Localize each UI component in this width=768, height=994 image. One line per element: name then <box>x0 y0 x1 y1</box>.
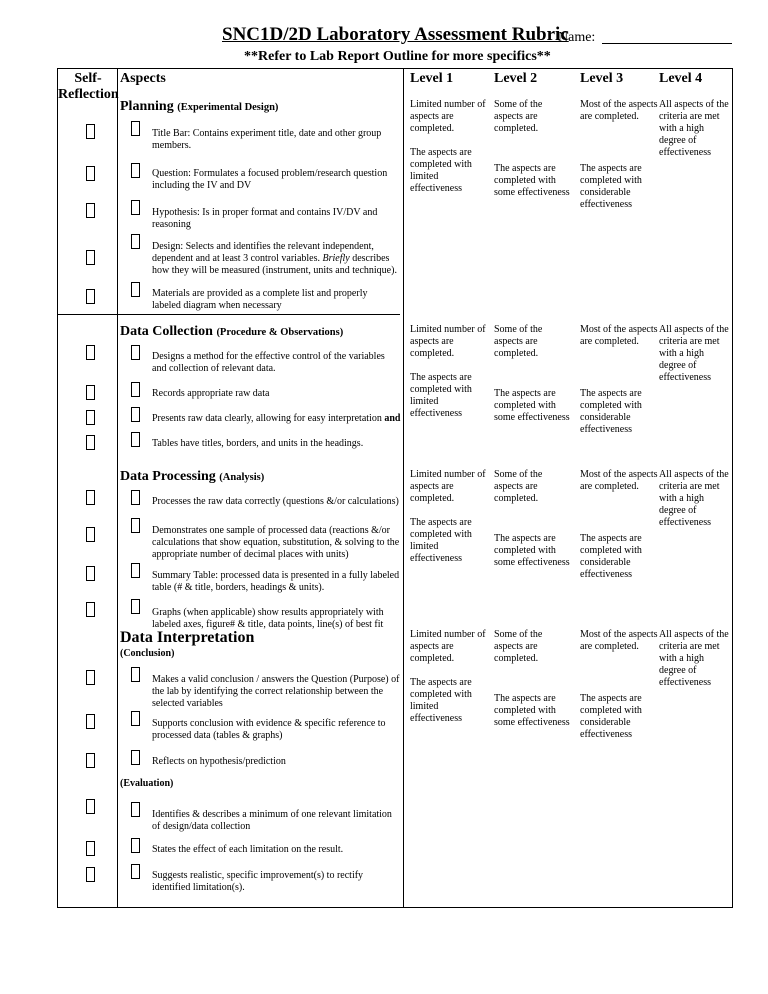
column-divider <box>403 69 404 907</box>
processing-level4: All aspects of the criteria are met with a high degree of effectiveness <box>659 469 729 528</box>
planning-level1-a: Limited number of aspects are completed. <box>410 99 486 134</box>
aspect-item: Hypothesis: Is in proper format and contains IV/DV and reasoning <box>152 207 378 230</box>
aspect-item: Identifies & describes a minimum of one relevant limitation of design/data collection <box>152 809 392 832</box>
collection-level2-b: The aspects are completed with some effectiveness <box>494 388 570 423</box>
aspect-item: Materials are provided as a complete list and properly labeled diagram when necessary <box>152 288 368 311</box>
planning-level4: All aspects of the criteria are met with a high degree of effectiveness <box>659 99 729 158</box>
aspect-checkbox[interactable] <box>131 599 140 614</box>
interpretation-level2-a: Some of the aspects are completed. <box>494 629 543 664</box>
self-reflection-checkbox[interactable] <box>86 566 95 581</box>
self-reflection-checkbox[interactable] <box>86 799 95 814</box>
processing-level2-b: The aspects are completed with some effectiveness <box>494 533 570 568</box>
collection-level3-b: The aspects are completed with considerable effectiveness <box>580 388 642 435</box>
self-reflection-checkbox[interactable] <box>86 670 95 685</box>
planning-level3-b: The aspects are completed with considerable effectiveness <box>580 163 642 210</box>
self-reflection-checkbox[interactable] <box>86 435 95 450</box>
self-reflection-checkbox[interactable] <box>86 203 95 218</box>
processing-level3-a: Most of the aspects are completed. <box>580 469 658 492</box>
section-title-text: Planning <box>120 99 174 114</box>
aspect-checkbox[interactable] <box>131 234 140 249</box>
aspect-checkbox[interactable] <box>131 407 140 422</box>
interpretation-level2-b: The aspects are completed with some effectiveness <box>494 693 570 728</box>
section-subtitle-text: (Procedure & Observations) <box>216 327 344 338</box>
evaluation-subheading: (Evaluation) <box>120 778 174 789</box>
aspect-item: Graphs (when applicable) show results appropriately with labeled axes, figure# & title, data points, line(s) of best fit <box>152 607 384 630</box>
section-subtitle-text: (Analysis) <box>219 472 265 483</box>
self-reflection-checkbox[interactable] <box>86 753 95 768</box>
section-divider <box>58 314 400 315</box>
aspect-checkbox[interactable] <box>131 802 140 817</box>
self-reflection-checkbox[interactable] <box>86 841 95 856</box>
self-reflection-checkbox[interactable] <box>86 602 95 617</box>
aspect-item: Reflects on hypothesis/prediction <box>152 756 286 767</box>
planning-level2-a: Some of the aspects are completed. <box>494 99 543 134</box>
section-subtitle-text: (Experimental Design) <box>177 102 279 113</box>
aspect-checkbox[interactable] <box>131 563 140 578</box>
level1-header: Level 1 <box>410 71 454 86</box>
aspect-checkbox[interactable] <box>131 864 140 879</box>
page-title: SNC1D/2D Laboratory Assessment Rubric <box>222 24 569 45</box>
aspect-checkbox[interactable] <box>131 711 140 726</box>
planning-level3-a: Most of the aspects are completed. <box>580 99 658 122</box>
name-label: Name: <box>558 30 596 45</box>
page-subtitle: **Refer to Lab Report Outline for more specifics** <box>244 49 551 64</box>
name-field[interactable] <box>602 43 732 44</box>
aspect-checkbox[interactable] <box>131 382 140 397</box>
conclusion-subheading: (Conclusion) <box>120 648 175 659</box>
section-title-text: Data Processing <box>120 469 216 484</box>
interpretation-level1-b: The aspects are completed with limited effectiveness <box>410 677 472 724</box>
aspect-checkbox[interactable] <box>131 667 140 682</box>
aspect-item: Demonstrates one sample of processed data (reactions &/or calculations that show equation, substitution, & solving to the appropriate number of decimal places with units) <box>152 525 400 560</box>
self-reflection-header: Self-Reflection <box>58 71 119 102</box>
processing-level3-b: The aspects are completed with considerable effectiveness <box>580 533 642 580</box>
aspect-checkbox[interactable] <box>131 432 140 447</box>
level3-header: Level 3 <box>580 71 624 86</box>
planning-title <box>120 99 278 115</box>
aspect-checkbox[interactable] <box>131 490 140 505</box>
column-divider <box>117 69 118 907</box>
aspect-item: States the effect of each limitation on the result. <box>152 844 344 855</box>
aspect-checkbox[interactable] <box>131 518 140 533</box>
aspect-checkbox[interactable] <box>131 282 140 297</box>
aspect-checkbox[interactable] <box>131 750 140 765</box>
level4-header: Level 4 <box>659 71 703 86</box>
rubric-table <box>57 68 733 908</box>
aspect-item: Title Bar: Contains experiment title, date and other group members. <box>152 128 382 151</box>
aspect-checkbox[interactable] <box>131 200 140 215</box>
interpretation-level3-a: Most of the aspects are completed. <box>580 629 658 652</box>
collection-level3-a: Most of the aspects are completed. <box>580 324 658 347</box>
level2-header: Level 2 <box>494 71 538 86</box>
aspects-header: Aspects <box>120 71 166 86</box>
aspect-checkbox[interactable] <box>131 163 140 178</box>
data-processing-title <box>120 469 264 485</box>
aspect-item: Makes a valid conclusion / answers the Question (Purpose) of the lab by identifying the correct relationship between the selected variables <box>152 674 400 709</box>
data-collection-title <box>120 324 343 340</box>
aspect-checkbox[interactable] <box>131 838 140 853</box>
interpretation-level3-b: The aspects are completed with considerable effectiveness <box>580 693 642 740</box>
self-reflection-checkbox[interactable] <box>86 385 95 400</box>
self-reflection-checkbox[interactable] <box>86 289 95 304</box>
self-reflection-checkbox[interactable] <box>86 124 95 139</box>
aspect-item: Design: Selects and identifies the relevant independent, dependent and at least 3 control variables. Briefly describes how they will be measured (instrument, units and technique). <box>152 241 397 276</box>
planning-level2-b: The aspects are completed with some effectiveness <box>494 163 570 198</box>
aspect-item: Records appropriate raw data <box>152 388 270 399</box>
processing-level1-b: The aspects are completed with limited effectiveness <box>410 517 472 564</box>
aspect-item: Tables have titles, borders, and units in the headings. <box>152 438 364 449</box>
self-reflection-checkbox[interactable] <box>86 410 95 425</box>
interpretation-level1-a: Limited number of aspects are completed. <box>410 629 486 664</box>
self-reflection-checkbox[interactable] <box>86 714 95 729</box>
aspect-item: Suggests realistic, specific improvement(s) to rectify identified limitation(s). <box>152 870 364 893</box>
aspect-item: Supports conclusion with evidence & specific reference to processed data (tables & graphs) <box>152 718 386 741</box>
self-reflection-checkbox[interactable] <box>86 250 95 265</box>
collection-level2-a: Some of the aspects are completed. <box>494 324 543 359</box>
aspect-checkbox[interactable] <box>131 345 140 360</box>
aspect-item: Processes the raw data correctly (questions &/or calculations) <box>152 496 399 507</box>
collection-level4: All aspects of the criteria are met with a high degree of effectiveness <box>659 324 729 383</box>
section-title-text: Data Collection <box>120 324 213 339</box>
processing-level2-a: Some of the aspects are completed. <box>494 469 543 504</box>
self-reflection-checkbox[interactable] <box>86 345 95 360</box>
self-reflection-checkbox[interactable] <box>86 166 95 181</box>
self-reflection-checkbox[interactable] <box>86 867 95 882</box>
aspect-item: Designs a method for the effective control of the variables and collection of relevant data. <box>152 351 385 374</box>
collection-level1-b: The aspects are completed with limited effectiveness <box>410 372 472 419</box>
aspect-checkbox[interactable] <box>131 121 140 136</box>
aspect-item: Question: Formulates a focused problem/research question including the IV and DV <box>152 168 388 191</box>
aspect-item: Presents raw data clearly, allowing for easy interpretation and <box>152 413 401 424</box>
planning-level1-b: The aspects are completed with limited effectiveness <box>410 147 472 194</box>
collection-level1-a: Limited number of aspects are completed. <box>410 324 486 359</box>
data-interpretation-title: Data Interpretation <box>120 629 255 646</box>
interpretation-level4: All aspects of the criteria are met with a high degree of effectiveness <box>659 629 729 688</box>
self-reflection-checkbox[interactable] <box>86 527 95 542</box>
self-reflection-checkbox[interactable] <box>86 490 95 505</box>
aspect-item: Summary Table: processed data is presented in a fully labeled table (# & title, borders, headings & units). <box>152 570 400 593</box>
processing-level1-a: Limited number of aspects are completed. <box>410 469 486 504</box>
